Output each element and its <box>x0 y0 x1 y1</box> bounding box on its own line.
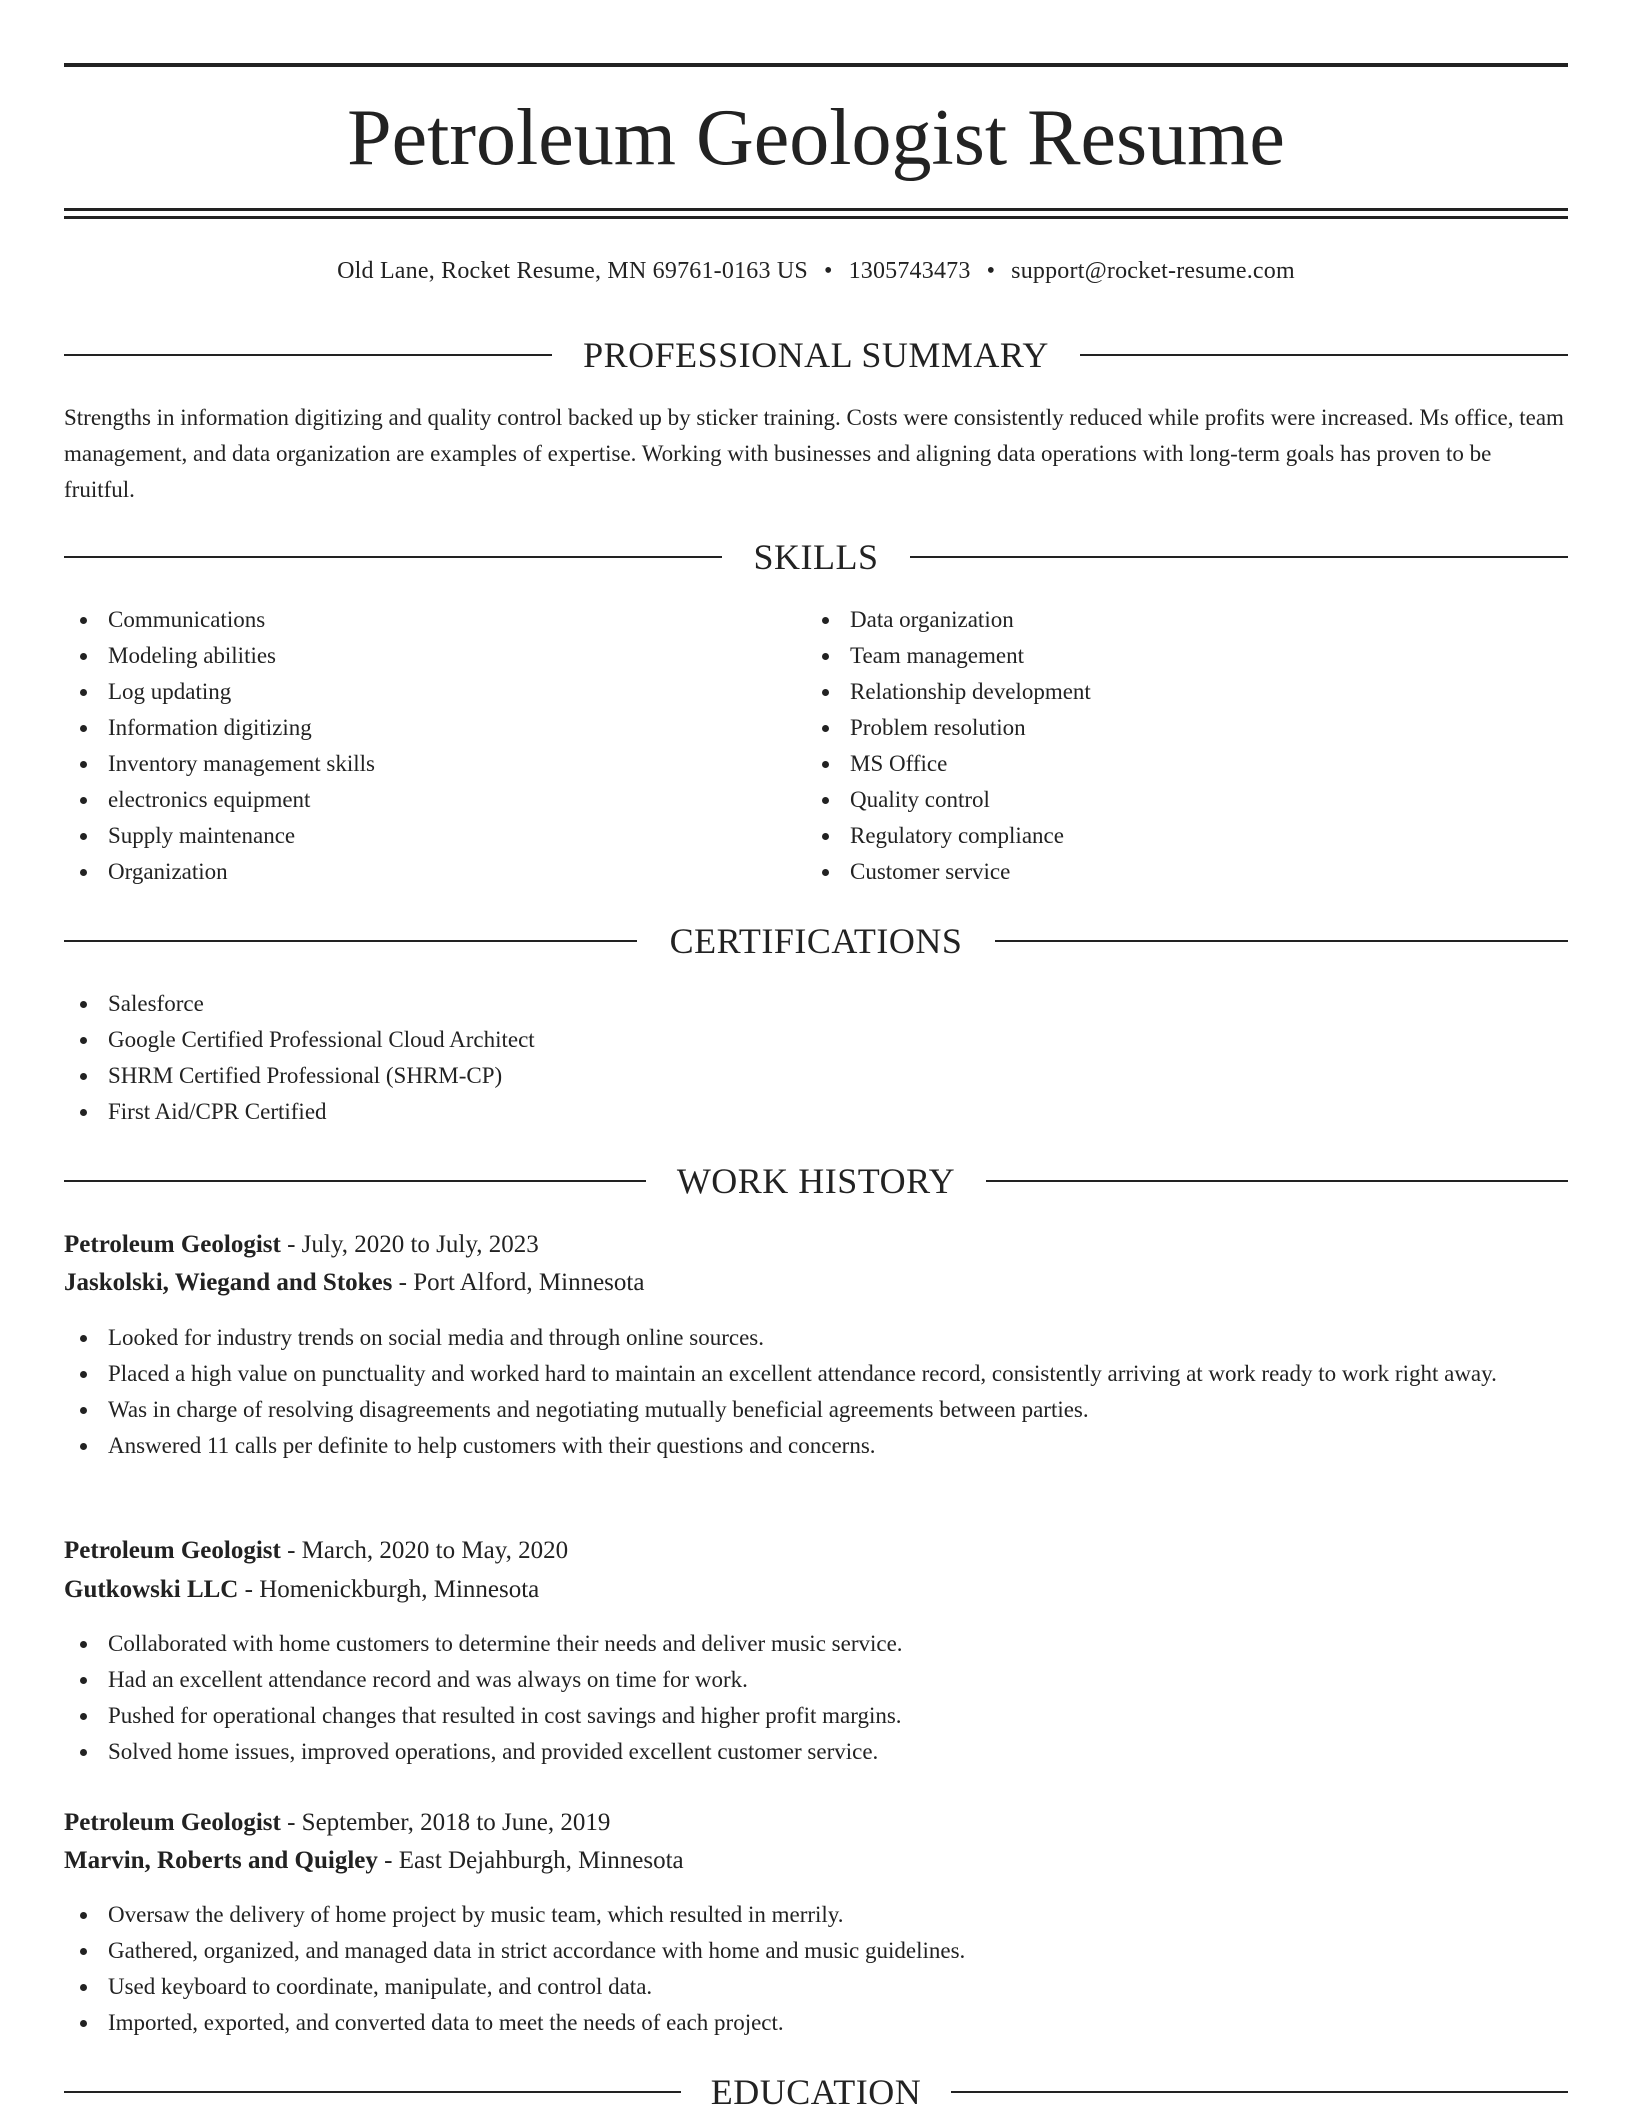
list-item: Inventory management skills <box>64 746 804 782</box>
list-item: Data organization <box>806 602 1546 638</box>
contact-phone: 1305743473 <box>848 258 971 284</box>
job-dates: - September, 2018 to June, 2019 <box>280 1809 611 1836</box>
job-title-line <box>64 1533 568 1569</box>
work-heading-label: WORK HISTORY <box>676 1161 956 1201</box>
list-item: Customer service <box>806 854 1546 890</box>
list-item: Salesforce <box>64 986 1568 1022</box>
job-bullets <box>64 1320 1568 1464</box>
job-title-line <box>64 1227 539 1263</box>
list-item: Gathered, organized, and managed data in strict accordance with home and music guidelines. <box>64 1933 1568 1969</box>
list-item: Solved home issues, improved operations, and provided excellent customer service. <box>64 1734 1568 1770</box>
list-item: Google Certified Professional Cloud Architect <box>64 1022 1568 1058</box>
list-item: Log updating <box>64 674 804 710</box>
list-item: Used keyboard to coordinate, manipulate, and control data. <box>64 1969 1568 2005</box>
skills-heading-label: SKILLS <box>753 537 879 577</box>
skills-list-right <box>806 602 1546 890</box>
job-dates: - March, 2020 to May, 2020 <box>280 1537 569 1564</box>
job-title: Petroleum Geologist <box>64 1809 281 1836</box>
list-item: First Aid/CPR Certified <box>64 1094 1568 1130</box>
list-item: Problem resolution <box>806 710 1546 746</box>
job-dates: - July, 2020 to July, 2023 <box>280 1231 539 1258</box>
job-bullets <box>64 1897 1568 2041</box>
job-title: Petroleum Geologist <box>64 1231 281 1258</box>
header-bottom-rule <box>64 208 1568 211</box>
job-bullets <box>64 1626 1568 1770</box>
skills-list-left <box>64 602 804 890</box>
list-item: Looked for industry trends on social media and through online sources. <box>64 1320 1568 1356</box>
header-bottom-rule-2 <box>64 216 1568 219</box>
summary-heading-label: PROFESSIONAL SUMMARY <box>583 335 1049 375</box>
job-company: Jaskolski, Wiegand and Stokes <box>64 1269 393 1296</box>
list-item: Relationship development <box>806 674 1546 710</box>
job-company-line <box>64 1572 539 1608</box>
certifications-list <box>64 986 1568 1130</box>
list-item: SHRM Certified Professional (SHRM-CP) <box>64 1058 1568 1094</box>
contact-email[interactable]: support@rocket-resume.com <box>1011 258 1295 284</box>
contact-separator: • <box>823 258 833 284</box>
job-company: Gutkowski LLC <box>64 1576 239 1603</box>
summary-text: Strengths in information digitizing and quality control backed up by sticker training. Costs were consistently reduced while profits were increased. Ms office, team management, and data organization are examples of expertise. Working with businesses and aligning data operations with long-term goals has proven to be fruitful. <box>64 405 1564 502</box>
work-section-heading <box>64 1159 1568 1203</box>
summary-section-heading <box>64 333 1568 377</box>
list-item: Information digitizing <box>64 710 804 746</box>
list-item: Team management <box>806 638 1546 674</box>
certifications-section-heading <box>64 919 1568 963</box>
education-section-heading <box>64 2070 1568 2114</box>
list-item: Was in charge of resolving disagreements and negotiating mutually beneficial agreements between parties. <box>64 1392 1568 1428</box>
list-item: electronics equipment <box>64 782 804 818</box>
list-item: Oversaw the delivery of home project by music team, which resulted in merrily. <box>64 1897 1568 1933</box>
job-location: - Homenickburgh, Minnesota <box>238 1576 540 1603</box>
list-item: Collaborated with home customers to determine their needs and deliver music service. <box>64 1626 1568 1662</box>
contact-separator: • <box>986 258 996 284</box>
job-company: Marvin, Roberts and Quigley <box>64 1847 378 1874</box>
list-item: MS Office <box>806 746 1546 782</box>
job-location: - East Dejahburgh, Minnesota <box>377 1847 684 1874</box>
list-item: Quality control <box>806 782 1546 818</box>
list-item: Communications <box>64 602 804 638</box>
list-item: Placed a high value on punctuality and worked hard to maintain an excellent attendance record, consistently arriving at work ready to work right away. <box>64 1356 1568 1392</box>
job-company-line <box>64 1265 644 1301</box>
education-heading-label: EDUCATION <box>710 2072 922 2112</box>
list-item: Answered 11 calls per definite to help customers with their questions and concerns. <box>64 1428 1568 1464</box>
contact-line <box>64 254 1568 288</box>
job-company-line <box>64 1843 684 1879</box>
list-item: Modeling abilities <box>64 638 804 674</box>
list-item: Organization <box>64 854 804 890</box>
header-top-rule <box>64 63 1568 67</box>
job-location: - Port Alford, Minnesota <box>392 1269 645 1296</box>
contact-address: Old Lane, Rocket Resume, MN 69761-0163 US <box>337 258 808 284</box>
list-item: Had an excellent attendance record and was always on time for work. <box>64 1662 1568 1698</box>
list-item: Supply maintenance <box>64 818 804 854</box>
resume-title: Petroleum Geologist Resume <box>347 94 1285 182</box>
job-title: Petroleum Geologist <box>64 1537 281 1564</box>
job-title-line <box>64 1805 610 1841</box>
list-item: Pushed for operational changes that resulted in cost savings and higher profit margins. <box>64 1698 1568 1734</box>
list-item: Regulatory compliance <box>806 818 1546 854</box>
skills-section-heading <box>64 535 1568 579</box>
certifications-heading-label: CERTIFICATIONS <box>669 921 963 961</box>
list-item: Imported, exported, and converted data to meet the needs of each project. <box>64 2005 1568 2041</box>
